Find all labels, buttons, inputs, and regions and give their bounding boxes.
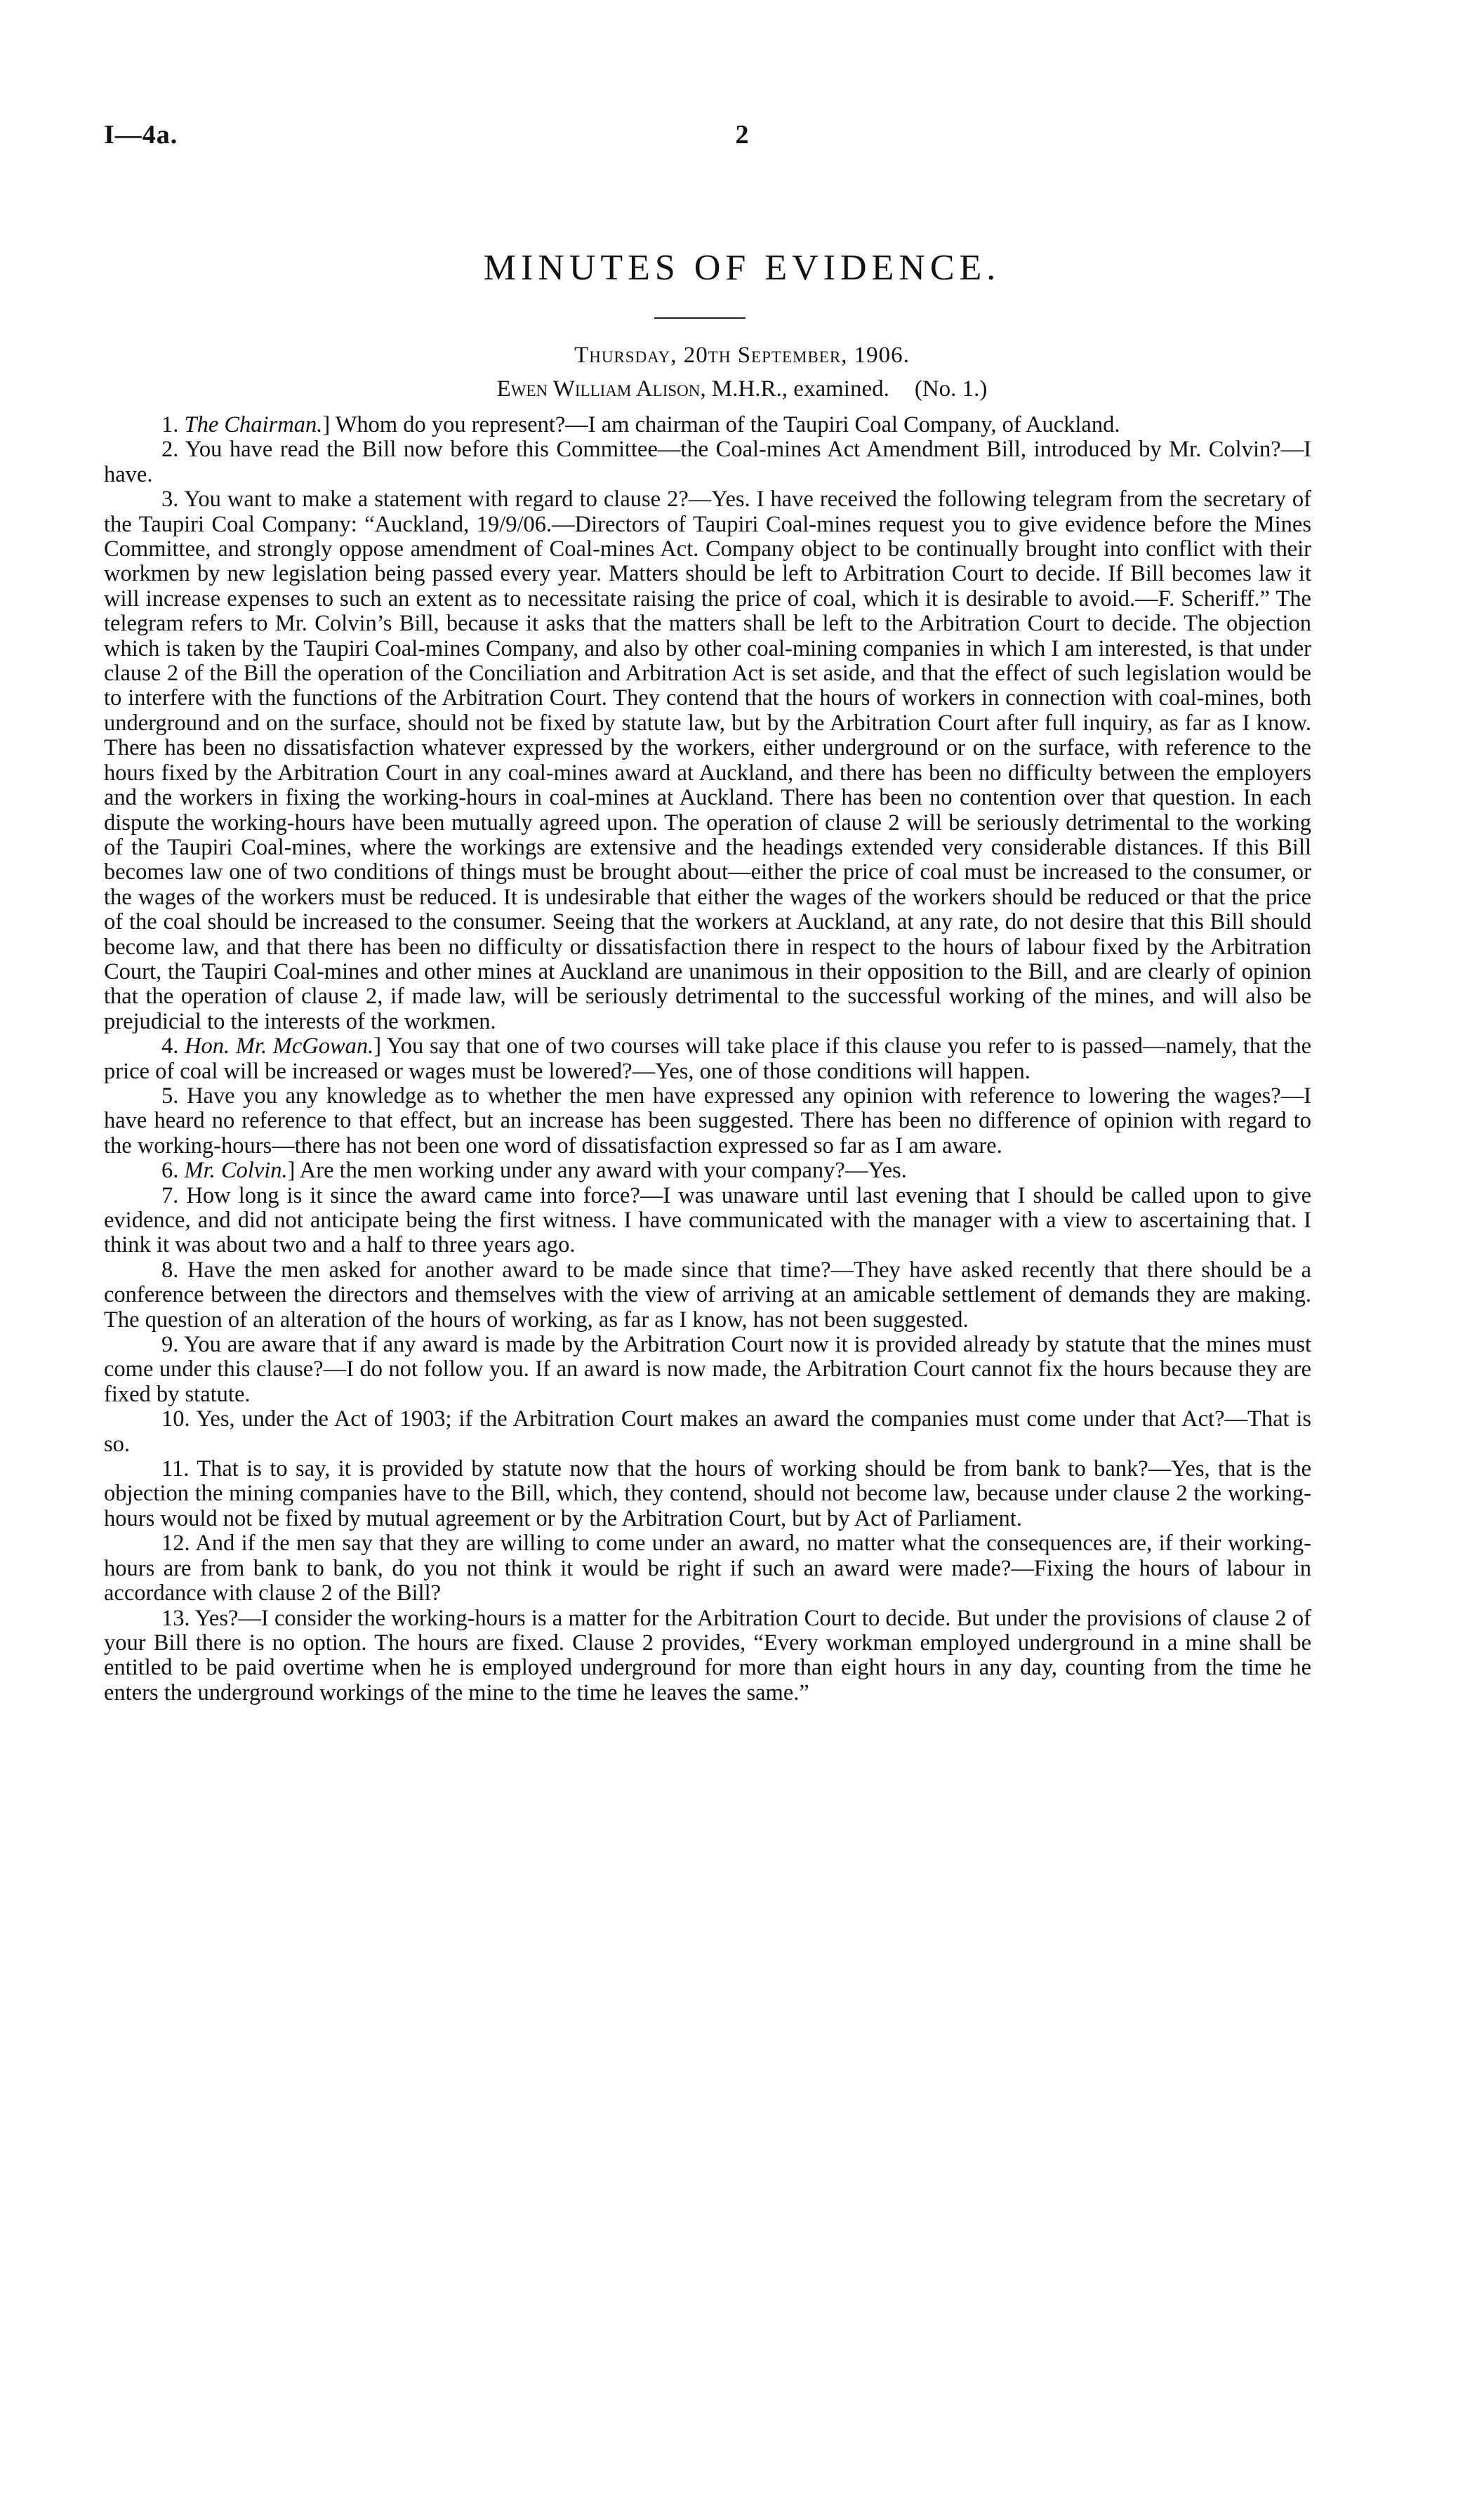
paragraph-text: How long is it since the award came into force?—I was unaware until last evening that I should be called upon to give evidence, and did not anticipate being the first witness. I have communicated with the manager with a view to ascertaining that. I think it was about two and a half to three years ago.: [104, 1182, 1312, 1258]
paragraph-number: 6.: [161, 1158, 179, 1184]
paragraph-text: Yes, under the Act of 1903; if the Arbitration Court makes an award the companies must come under that Act?—That is so.: [104, 1406, 1311, 1457]
paragraph-text: ] Are the men working under any award with your company?—Yes.: [287, 1158, 907, 1184]
evidence-paragraph: [104, 487, 1311, 1034]
paragraph-number: 8.: [161, 1257, 179, 1283]
speaker-name: The Chairman.: [184, 412, 323, 437]
evidence-paragraph: [104, 1034, 1311, 1084]
paragraph-text: Have you any knowledge as to whether the men have expressed any opinion with reference to lowering the wages?—I have heard no reference to that effect, but an increase has been suggested. There has been no difference of opinion with regard to the working-hours—there has not been one word of dissatisfaction expressed so far as I am aware.: [104, 1083, 1311, 1158]
paragraph-number: 5.: [161, 1083, 179, 1109]
paragraph-text: ] Whom do you represent?—I am chairman of the Taupiri Coal Company, of Auckland.: [322, 412, 1120, 437]
paragraph-text: You have read the Bill now before this Committee—the Coal-mines Act Amendment Bill, introduced by Mr. Colvin?—I have.: [104, 437, 1311, 487]
witness-heading: [0, 376, 1484, 402]
paragraph-text: You are aware that if any award is made by the Arbitration Court now it is provided already by statute that the mines must come under this clause?—I do not follow you. If an award is now made, the Arbitration Court cannot fix the hours because they are fixed by statute.: [104, 1332, 1311, 1407]
evidence-paragraph: [104, 1407, 1311, 1457]
paragraph-number: 11.: [161, 1456, 190, 1482]
paragraph-number: 3.: [161, 487, 179, 513]
paragraph-number: 12.: [161, 1531, 190, 1557]
paragraph-number: 1.: [161, 412, 179, 437]
page-number: 2: [735, 120, 749, 150]
paragraph-number: 4.: [161, 1034, 179, 1059]
speaker-name: Mr. Colvin.: [184, 1158, 288, 1184]
page-title: MINUTES OF EVIDENCE.: [483, 248, 1001, 288]
paragraph-number: 2.: [161, 437, 179, 463]
paragraph-text: That is to say, it is provided by statute now that the hours of working should be from bank to bank?—Yes, that is the objection the mining companies have to the Bill, which, they contend, should not become law, because under clause 2 the working-hours would not be fixed by mutual agreement or by the Arbitration Court, but by Act of Parliament.: [104, 1456, 1311, 1531]
witness-suffix: , M.H.R., examined.: [700, 376, 889, 402]
evidence-paragraph: [104, 1258, 1311, 1333]
evidence-paragraph: [104, 1606, 1311, 1706]
session-date: Thursday, 20th September, 1906.: [574, 343, 910, 368]
paragraph-text: And if the men say that they are willing to come under an award, no matter what the consequences are, if their working-hours are from bank to bank, do you not think it would be right if such an award were made?—Fixing the hours of labour in accordance with clause 2 of the Bill?: [104, 1531, 1311, 1606]
evidence-paragraph: [104, 437, 1311, 487]
paragraph-text: Yes?—I consider the working-hours is a matter for the Arbitration Court to decide. But under the provisions of clause 2 of your Bill there is no option. The hours are fixed. Clause 2 provides, “Every workman employed underground in a mine shall be entitled to be paid overtime when he is employed underground for more than eight hours in any day, counting from the time he enters the underground workings of the mine to the time he leaves the same.”: [104, 1605, 1311, 1705]
paragraph-number: 13.: [161, 1605, 190, 1631]
evidence-paragraph: [104, 1333, 1311, 1407]
evidence-paragraph: [104, 413, 1311, 437]
evidence-paragraph: [104, 1084, 1311, 1158]
title-divider: [654, 317, 746, 319]
evidence-paragraph: [104, 1531, 1311, 1606]
witness-name: Ewen William Alison: [496, 376, 701, 402]
evidence-paragraph: [104, 1158, 1311, 1183]
document-reference: I—4a.: [104, 120, 178, 150]
evidence-paragraph: [104, 1184, 1311, 1258]
page-header: [0, 119, 1484, 161]
witness-number: (No. 1.): [914, 376, 988, 402]
evidence-paragraph: [104, 1457, 1311, 1531]
paragraph-number: 7.: [161, 1182, 179, 1208]
paragraph-number: 10.: [161, 1406, 190, 1432]
evidence-body: [104, 413, 1311, 1705]
paragraph-text: You want to make a statement with regard to clause 2?—Yes. I have received the following telegram from the secretary of the Taupiri Coal Company: “Auckland, 19/9/06.—Directors of Taupiri Coal-mines request you to give evidence before the Mines Committee, and strongly oppose amendment of Coal-mines Act. Company object to be continually brought into conflict with their workmen by new legislation being passed every year. Matters should be left to Arbitration Court to decide. If Bill becomes law it will increase expenses to such an extent as to necessitate raising the price of coal, which it is desirable to avoid.—F. Scheriff.” The telegram refers to Mr. Colvin’s Bill, because it asks that the matters shall be left to the Arbitration Court to decide. The objection which is taken by the Taupiri Coal-mines Company, and also by other coal-mining companies in which I am interested, is that under clause 2 of the Bill the operation of the Conciliation and Arbitration Act is set aside, and that the effect of such legislation would be to interfere with the functions of the Arbitration Court. They contend that the hours of workers in connection with coal-mines, both underground and on the surface, should not be fixed by statute law, but by the Arbitration Court after full inquiry, as far as I know. There has been no dissatisfaction whatever expressed by the workers, either underground or on the surface, with reference to the hours fixed by the Arbitration Court in any coal-mines award at Auckland, and there has been no difficulty between the employers and the workers in fixing the working-hours in coal-mines at Auckland. There has been no contention over that question. In each dispute the working-hours have been mutually agreed upon. The operation of clause 2 will be seriously detrimental to the working of the Taupiri Coal-mines, where the workings are extensive and the headings extended very considerable distances. If this Bill becomes law one of two conditions of things must be brought about—either the price of coal must be increased to the consumer, or the wages of the workers must be reduced. It is undesirable that either the wages of the workers should be reduced or that the price of the coal should be increased to the consumer. Seeing that the workers at Auckland, at any rate, do not desire that this Bill should become law, and that there has been no difficulty or dissatisfaction there in respect to the hours of labour fixed by the Arbitration Court, the Taupiri Coal-mines and other mines at Auckland are unanimous in their opposition to the Bill, and are clearly of opinion that the operation of clause 2, if made law, will be seriously detrimental to the successful working of the mines, and will also be prejudicial to the interests of the workmen.: [104, 487, 1311, 1034]
paragraph-text: ] You say that one of two courses will take place if this clause you refer to is passed—namely, that the price of coal will be increased or wages must be lowered?—Yes, one of those conditions will happen.: [104, 1034, 1311, 1084]
paragraph-number: 9.: [161, 1332, 179, 1358]
paragraph-text: Have the men asked for another award to be made since that time?—They have asked recently that there should be a conference between the directors and themselves with the view of arriving at an amicable settlement of demands they are making. The question of an alteration of the hours of working, as far as I know, has not been suggested.: [104, 1257, 1312, 1333]
speaker-name: Hon. Mr. McGowan.: [185, 1034, 374, 1059]
